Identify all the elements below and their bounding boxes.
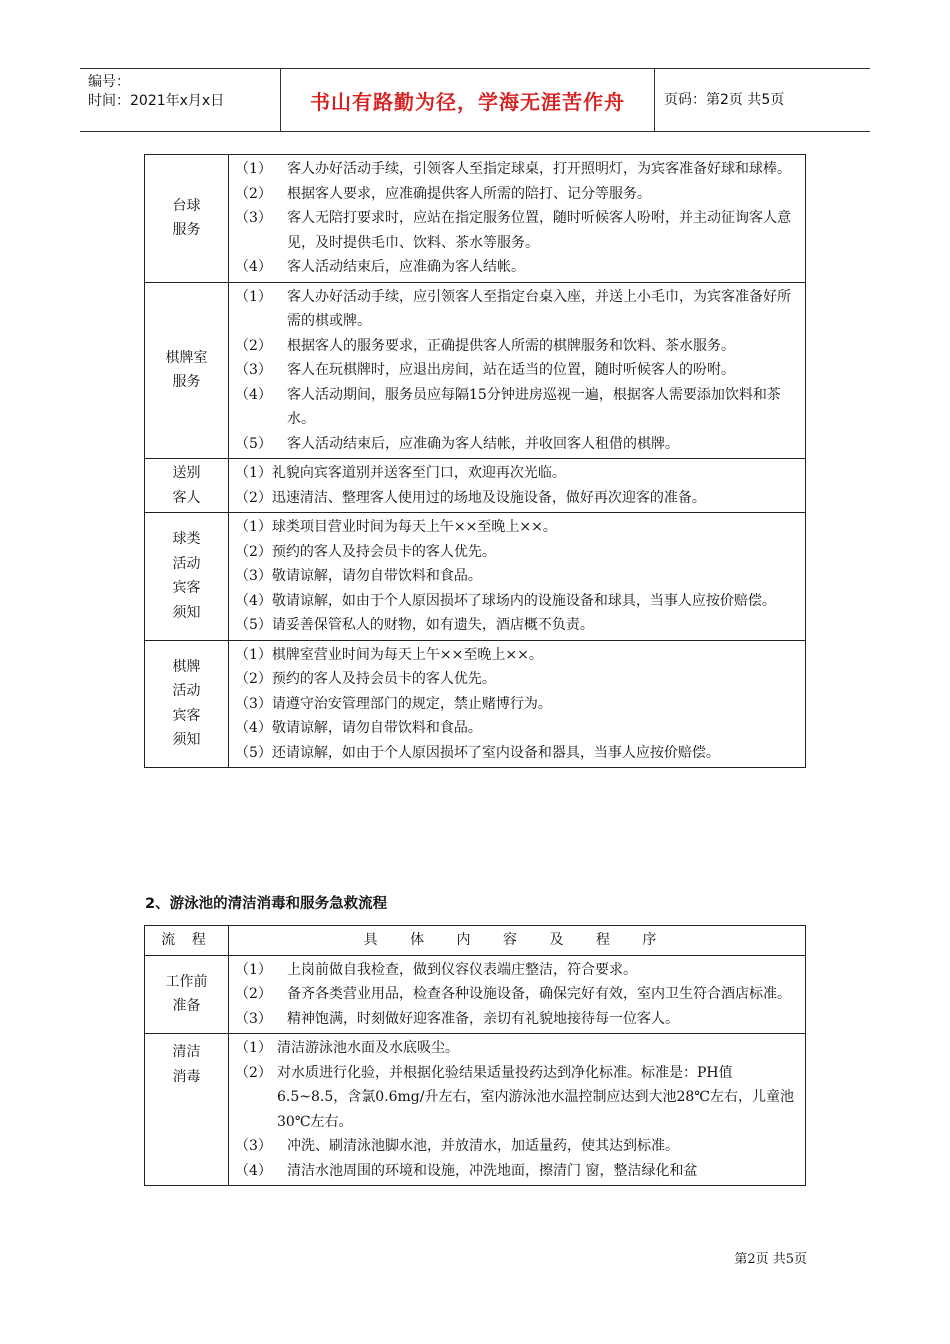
list-item	[235, 1134, 799, 1159]
item-text: 客人活动期间，服务员应每隔15分钟进房巡视一遍，根据客人需要添加饮料和茶水。	[287, 386, 781, 427]
list-item: （2）预约的客人及持会员卡的客人优先。	[235, 671, 496, 687]
item-number: （5）	[235, 435, 272, 452]
list-item	[235, 383, 799, 432]
row-label: 清洁 消毒	[145, 1034, 229, 1186]
table-row	[145, 955, 806, 1034]
item-number: （2）	[235, 185, 272, 202]
row-content	[229, 459, 806, 513]
table-row	[145, 155, 806, 283]
list-item: （5）请妥善保管私人的财物，如有遗失，酒店概不负责。	[235, 617, 594, 633]
list-item	[235, 255, 799, 280]
row-content	[229, 640, 806, 768]
table-row	[145, 640, 806, 768]
list-item: （2）迅速清洁、整理客人使用过的场地及设施设备，做好再次迎客的准备。	[235, 489, 706, 506]
list-item	[235, 206, 799, 255]
code-label: 编号：	[88, 74, 130, 90]
pool-table	[144, 925, 806, 1186]
list-item	[235, 958, 799, 983]
row-label: 棋牌室 服务	[145, 282, 229, 459]
item-text: 备齐各类营业用品，检查各种设施设备，确保完好有效，室内卫生符合酒店标准。	[287, 986, 791, 1002]
item-number: （3）	[235, 1138, 272, 1154]
item-number: （2）	[235, 337, 272, 354]
item-number: （1）	[235, 961, 272, 978]
item-text: 对水质进行化验，并根据化验结果适量投药达到净化标准。标准是：PH值6.5~8.5，含氯0.6mg/升左右，室内游泳池水温控制应达到大池28℃左右，儿童池30℃左右。	[277, 1064, 794, 1130]
item-text: 根据客人的服务要求，正确提供客人所需的棋牌服务和饮料、茶水服务。	[287, 337, 735, 354]
item-text: 精神饱满，时刻做好迎客准备，亲切有礼貌地接待每一位客人。	[287, 1010, 679, 1027]
service-table	[144, 154, 806, 768]
item-text: 上岗前做自我检查，做到仪容仪表端庄整洁，符合要求。	[287, 961, 637, 978]
row-content	[229, 955, 806, 1034]
list-item	[235, 157, 799, 182]
item-number: （3）	[235, 210, 272, 226]
item-text: 客人办好活动手续，应引领客人至指定台桌入座，并送上小毛巾，为宾客准备好所需的棋或牌。	[287, 288, 791, 329]
row-label: 球类 活动 宾客 须知	[145, 513, 229, 641]
list-item	[235, 334, 799, 359]
table-header-row	[145, 926, 806, 956]
date-label: 时间：2021年x月x日	[88, 93, 225, 109]
header-motto: 书山有路勤为径，学海无涯苦作舟	[310, 89, 625, 114]
list-item: （4）敬请谅解，请勿自带饮料和食品。	[235, 720, 482, 736]
row-content	[229, 513, 806, 641]
item-number: （1）	[235, 1040, 272, 1056]
list-item	[235, 182, 799, 207]
list-item	[235, 1159, 799, 1184]
list-item: （1）棋牌室营业时间为每天上午××至晚上××。	[235, 646, 543, 663]
table-row	[145, 513, 806, 641]
item-number: （3）	[235, 1010, 272, 1027]
list-item	[235, 432, 799, 457]
list-item	[235, 1061, 799, 1135]
item-text: 客人办好活动手续，引领客人至指定球桌，打开照明灯，为宾客准备好球和球棒。	[287, 161, 791, 177]
list-item	[235, 358, 799, 383]
item-text: 冲洗、刷清泳池脚水池，并放清水，加适量药，使其达到标准。	[287, 1138, 679, 1154]
list-item: （2）预约的客人及持会员卡的客人优先。	[235, 543, 496, 560]
item-number: （1）	[235, 161, 272, 177]
item-number: （1）	[235, 288, 272, 305]
list-item	[235, 285, 799, 334]
table-row	[145, 459, 806, 513]
list-item: （5）还请谅解，如由于个人原因损坏了室内设备和器具，当事人应按价赔偿。	[235, 744, 720, 761]
item-text: 清洁游泳池水面及水底吸尘。	[277, 1040, 459, 1056]
item-text: 客人活动结束后，应准确为客人结帐，并收回客人租借的棋牌。	[287, 435, 679, 452]
item-text: 客人在玩棋牌时，应退出房间，站在适当的位置，随时听候客人的吩咐。	[287, 362, 735, 378]
list-item: （3）敬请谅解，请勿自带饮料和食品。	[235, 568, 482, 584]
list-item	[235, 1036, 799, 1061]
item-text: 清洁水池周围的环境和设施，冲洗地面，擦清门 窗，整洁绿化和盆	[287, 1162, 698, 1179]
list-item: （3）请遵守治安管理部门的规定，禁止赌博行为。	[235, 695, 552, 712]
row-content	[229, 155, 806, 283]
row-content	[229, 1034, 806, 1186]
list-item	[235, 1007, 799, 1032]
item-number: （4）	[235, 259, 272, 275]
page-footer: 第2页 共5页	[734, 1252, 807, 1267]
row-content	[229, 282, 806, 459]
row-label: 台球 服务	[145, 155, 229, 283]
column-header-content: 具 体 内 容 及 程 序	[229, 926, 806, 956]
item-text: 根据客人要求，应准确提供客人所需的陪打、记分等服务。	[287, 185, 651, 202]
item-text: 客人无陪打要求时，应站在指定服务位置，随时听候客人吩咐，并主动征询客人意见，及时提供毛巾、饮料、茶水等服务。	[287, 210, 791, 251]
column-header-process: 流 程	[145, 926, 229, 956]
section-title: 2、游泳池的清洁消毒和服务急救流程	[145, 896, 388, 912]
item-number: （3）	[235, 362, 272, 378]
header-page-info: 页码：第2页 共5页	[664, 92, 785, 108]
row-label: 棋牌 活动 宾客 须知	[145, 640, 229, 768]
table-row	[145, 1034, 806, 1186]
page-header	[80, 68, 870, 132]
item-number: （4）	[235, 1162, 272, 1179]
list-item	[235, 982, 799, 1007]
list-item: （4）敬请谅解，如由于个人原因损坏了球场内的设施设备和球具，当事人应按价赔偿。	[235, 592, 776, 609]
list-item: （1）礼貌向宾客道别并送客至门口，欢迎再次光临。	[235, 465, 566, 481]
row-label: 工作前 准备	[145, 955, 229, 1034]
header-meta	[88, 73, 278, 111]
item-number: （2）	[235, 986, 272, 1002]
item-text: 客人活动结束后，应准确为客人结帐。	[287, 259, 525, 275]
list-item: （1）球类项目营业时间为每天上午××至晚上××。	[235, 519, 557, 535]
header-divider	[654, 69, 655, 131]
table-row	[145, 282, 806, 459]
item-number: （4）	[235, 386, 272, 403]
item-number: （2）	[235, 1064, 272, 1081]
row-label: 送别 客人	[145, 459, 229, 513]
